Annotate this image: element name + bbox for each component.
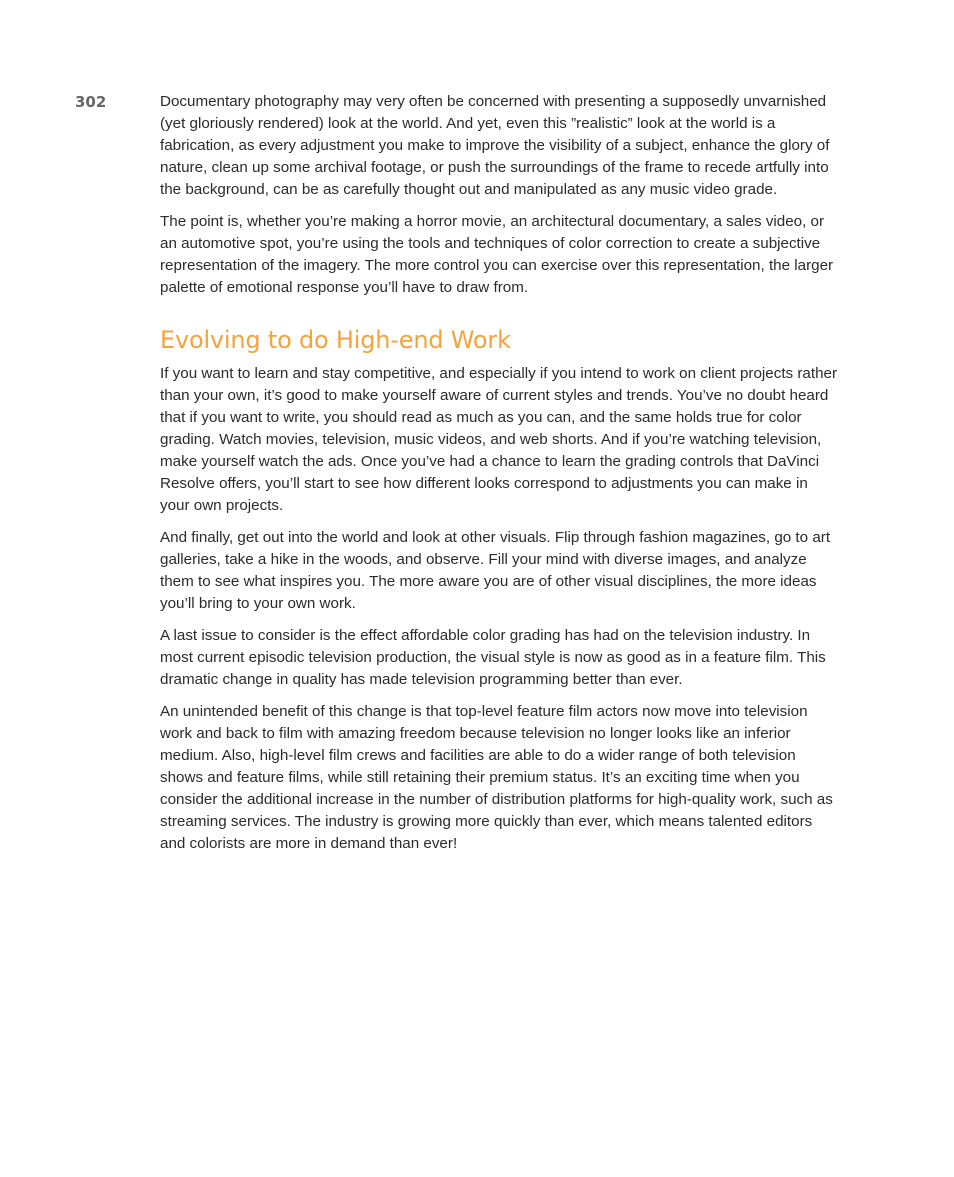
section-paragraph-1: If you want to learn and stay competitive, and especially if you intend to work on client projects rather than your own, it’s good to make yourself aware of current styles and trends. You’ve no doubt heard that if you want to write, you should read as much as you can, and the same holds true for color grading. Watch movies, television, music videos, and web shorts. And if you’re watching television, make yourself watch the ads. Once you’ve had a chance to learn the grading controls that DaVinci Resolve offers, you’ll start to see how different looks correspond to adjustments you can make in your own projects. (160, 365, 838, 514)
page-number: 302 (75, 93, 107, 111)
section-paragraph-3: A last issue to consider is the effect affordable color grading has had on the television industry. In most current episodic television production, the visual style is now as good as in a feature film. This dramatic change in quality has made television programming better than ever. (160, 627, 826, 688)
section-heading: Evolving to do High-end Work (160, 326, 511, 354)
section-paragraph-4: An unintended benefit of this change is that top-level feature film actors now move into television work and back to film with amazing freedom because television no longer looks like an inferior medium. Also, high-level film crews and facilities are able to do a wider range of both television shows and feature films, while still retaining their premium status. It’s an exciting time when you consider the additional increase in the number of distribution platforms for high-quality work, such as streaming services. The industry is growing more quickly than ever, which means talented editors and colorists are more in demand than ever! (160, 703, 833, 852)
main-content (160, 91, 840, 865)
intro-paragraph-2: The point is, whether you’re making a horror movie, an architectural documentary, a sales video, or an automotive spot, you’re using the tools and techniques of color correction to create a subjective representation of the imagery. The more control you can exercise over this representation, the larger palette of emotional response you’ll have to draw from. (160, 213, 834, 296)
section-paragraph-2: And finally, get out into the world and look at other visuals. Flip through fashion magazines, go to art galleries, take a hike in the woods, and observe. Fill your mind with diverse images, and analyze them to see what inspires you. The more aware you are of other visual disciplines, the more ideas you’ll bring to your own work. (160, 529, 831, 612)
intro-paragraph-1: Documentary photography may very often be concerned with presenting a supposedly unvarnished (yet gloriously rendered) look at the world. And yet, even this ”realistic” look at the world is a fabrication, as every adjustment you make to improve the visibility of a subject, enhance the glory of nature, clean up some archival footage, or push the surroundings of the frame to recede artfully into the background, can be as carefully thought out and manipulated as any music video grade. (160, 93, 830, 198)
